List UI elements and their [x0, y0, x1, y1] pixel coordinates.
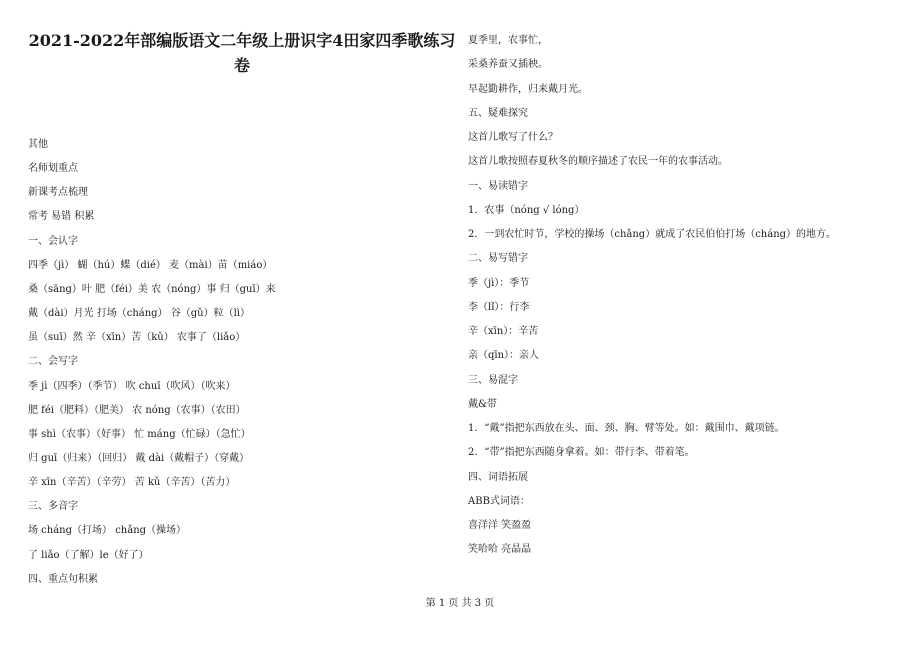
text-line: 二、会写字	[28, 356, 78, 368]
text-line: 五、疑难探究	[468, 107, 528, 119]
text-line: 2．一到农忙时节，学校的操场（chǎng）就成了农民伯伯打场（cháng）的地方。	[468, 229, 837, 240]
text-line: 辛 xīn（辛苦）（辛劳） 苦 kǔ（辛苦）（苦力）	[28, 477, 236, 489]
text-line: 其他	[28, 139, 48, 150]
text-line: 夏季里，农事忙，	[468, 35, 548, 46]
text-line: 早起勤耕作，归来戴月光。	[468, 83, 588, 95]
text-line: 这首儿歌写了什么？	[468, 132, 558, 143]
text-line: 辛（xīn）：辛苦	[468, 326, 539, 337]
text-line: 笑哈哈 亮晶晶	[468, 544, 532, 556]
text-line: 常考 易错 积累	[28, 211, 95, 223]
text-line: 四、重点句积累	[28, 573, 98, 585]
text-line: 一、易读错字	[468, 180, 528, 192]
text-line: 肥 féi（肥料）（肥美） 农 nóng（农事）（农田）	[28, 404, 246, 416]
text-line: 采桑养蚕又插秧。	[468, 59, 548, 71]
text-line: 李（lǐ）：行李	[468, 301, 530, 313]
text-line: 了 liǎo（了解）le（好了）	[28, 549, 149, 561]
text-line: 场 cháng（打场） chǎng（操场）	[28, 525, 187, 537]
text-line: 1．农事（nóng √ lóng）	[468, 204, 585, 216]
text-line: 三、易混字	[468, 374, 518, 386]
text-line: 季 jì（四季）（季节） 吹 chuī（吹风）（吹来）	[28, 380, 236, 392]
text-line: 事 shì（农事）（好事） 忙 máng（忙碌）（急忙）	[28, 428, 251, 440]
text-line: 戴（dài）月光 打场（cháng） 谷（gǔ）粒（lì）	[28, 308, 251, 320]
text-line: 名师划重点	[28, 163, 78, 175]
text-line: ABB式词语：	[468, 495, 530, 507]
page-footer: 第 1 页 共 3 页	[425, 598, 495, 609]
text-line: 三、多音字	[28, 501, 78, 513]
text-line: 四季（jì） 蝴（hú）蝶（dié） 麦（mài）苗（miáo）	[28, 259, 273, 271]
text-line: 这首儿歌按照春夏秋冬的顺序描述了农民一年的农事活动。	[468, 156, 728, 168]
text-line: 喜洋洋 笑盈盈	[468, 520, 532, 531]
text-line: 桑（sāng）叶 肥（féi）美 农（nóng）事 归（guī）来	[28, 283, 276, 295]
text-line: 四、词语拓展	[468, 471, 528, 483]
text-line: 归 guī（归来）（回归） 戴 dài（戴帽子）（穿戴）	[28, 452, 250, 464]
text-line: 2．“带”指把东西随身拿着。如：带行李、带着笔。	[468, 447, 695, 459]
text-line: 新课考点梳理	[28, 187, 88, 199]
text-line: 戴&带	[468, 398, 497, 410]
text-line: 二、易写错字	[468, 253, 528, 265]
page-title: 2021-2022年部编版语文二年级上册识字4田家四季歌练习卷	[28, 31, 456, 75]
text-line: 一、会认字	[28, 235, 78, 247]
text-line: 虽（suī）然 辛（xīn）苦（kǔ） 农事了（liǎo）	[28, 332, 246, 344]
text-line: 亲（qīn）：亲人	[468, 350, 540, 362]
text-line: 季（jì）：季节	[468, 277, 530, 289]
text-line: 1．“戴”指把东西放在头、面、颈、胸、臂等处。如：戴围巾、戴项链。	[468, 423, 785, 434]
